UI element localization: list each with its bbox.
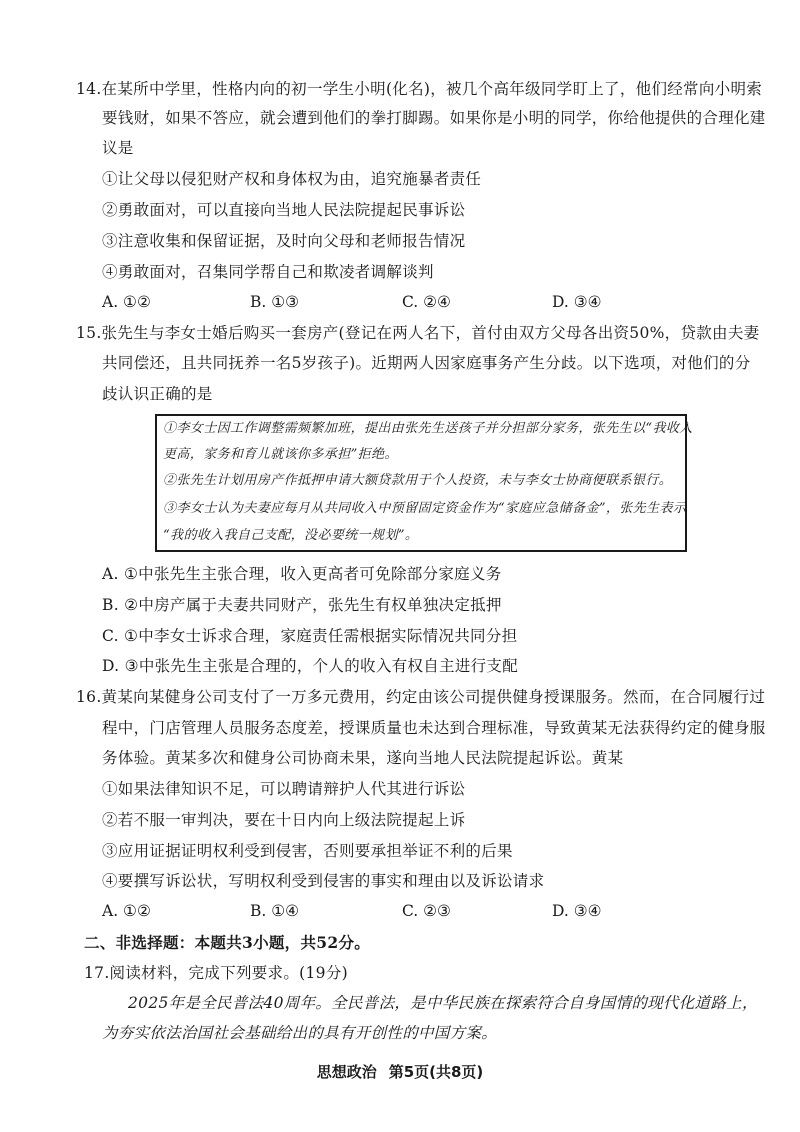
q16-stem-line-3: 务体验。黄某多次和健身公司协商未果，遂向当地人民法院提起诉讼。黄某	[102, 749, 624, 767]
q16-stem-line-1: 16.黄某向某健身公司支付了一万多元费用，约定由该公司提供健身授课服务。然而，在合同履行过	[76, 688, 766, 706]
q15-stem-line-2: 共同偿还，且共同抚养一名5岁孩子)。近期两人因家庭事务产生分歧。以下选项，对他们的分	[102, 354, 751, 372]
q17-material-line-1: 2025年是全民普法40周年。全民普法，是中华民族在探索符合自身国情的现代化道路上，	[128, 994, 758, 1012]
q16-item-2: ②若不服一审判决，要在十日内向上级法院提起上诉	[102, 811, 466, 829]
q16-option-a: A. ①②	[102, 902, 151, 920]
q17-title: 17.阅读材料，完成下列要求。(19分)	[84, 964, 348, 982]
page-footer	[0, 1061, 800, 1082]
section-2-heading: 二、非选择题：本题共3小题，共52分。	[84, 933, 371, 952]
q14-item-1: ①让父母以侵犯财产权和身体权为由，追究施暴者责任	[102, 170, 482, 188]
q15-stem-line-1: 15.张先生与李女士婚后购买一套房产(登记在两人名下，首付由双方父母各出资50%，贷款由夫妻	[76, 324, 760, 342]
q14-option-d: D. ③④	[552, 293, 602, 311]
q16-stem-line-2: 程中，门店管理人员服务态度差，授课质量也未达到合理标准，导致黄某无法获得约定的健身服	[102, 719, 766, 737]
q14-stem-line-2: 要钱财，如果不答应，就会遭到他们的拳打脚踢。如果你是小明的同学，你给他提供的合理化建	[102, 109, 766, 127]
q16-option-d: D. ③④	[552, 902, 602, 920]
q16-item-1: ①如果法律知识不足，可以聘请辩护人代其进行诉讼	[102, 780, 466, 798]
q15-material-box	[155, 414, 693, 552]
q16-option-b: B. ①④	[250, 902, 300, 920]
q15-box-line-1: ①李女士因工作调整需频繁加班，提出由张先生送孩子并分担部分家务，张先生以“我收入	[163, 421, 693, 436]
q14-item-4: ④勇敢面对，召集同学帮自己和欺凌者调解谈判	[102, 263, 434, 281]
q14-stem-line-3: 议是	[102, 139, 134, 157]
q15-box-line-3: ②张先生计划用房产作抵押申请大额贷款用于个人投资，未与李女士协商便联系银行。	[163, 473, 673, 488]
q15-option-b: B. ②中房产属于夫妻共同财产，张先生有权单独决定抵押	[102, 596, 502, 614]
q15-option-d: D. ③中张先生主张是合理的，个人的收入有权自主进行支配	[102, 657, 519, 675]
q15-box-line-4: ③李女士认为夫妻应每月从共同收入中预留固定资金作为“家庭应急储备金”，张先生表示	[163, 501, 687, 516]
footer-subject: 思想政治	[316, 1063, 377, 1081]
q14-option-c: C. ②④	[402, 293, 451, 311]
q15-box-line-2: 更高，家务和育儿就该你多承担”拒绝。	[163, 447, 398, 462]
q16-item-3: ③应用证据证明权利受到侵害，否则要承担举证不利的后果	[102, 842, 513, 860]
q14-option-a: A. ①②	[102, 293, 151, 311]
footer-page-number: 第5页(共8页)	[388, 1063, 484, 1081]
q15-box-line-5: “我的收入我自己支配，没必要统一规划”。	[163, 528, 419, 543]
q15-option-c: C. ①中李女士诉求合理，家庭责任需根据实际情况共同分担	[102, 627, 518, 645]
q15-option-a: A. ①中张先生主张合理，收入更高者可免除部分家庭义务	[102, 565, 502, 583]
q15-stem-line-3: 歧认识正确的是	[102, 385, 213, 403]
q14-item-2: ②勇敢面对，可以直接向当地人民法院提起民事诉讼	[102, 201, 466, 219]
q14-stem-line-1: 14.在某所中学里，性格内向的初一学生小明(化名)，被几个高年级同学盯上了，他们经常向小明索	[76, 80, 763, 98]
q17-material-line-2: 为夯实依法治国社会基础给出的具有开创性的中国方案。	[102, 1024, 498, 1042]
q16-item-4: ④要撰写诉讼状，写明权利受到侵害的事实和理由以及诉讼请求	[102, 872, 545, 890]
q16-option-c: C. ②③	[402, 902, 451, 920]
q14-item-3: ③注意收集和保留证据，及时向父母和老师报告情况	[102, 232, 466, 250]
q14-option-b: B. ①③	[250, 293, 300, 311]
